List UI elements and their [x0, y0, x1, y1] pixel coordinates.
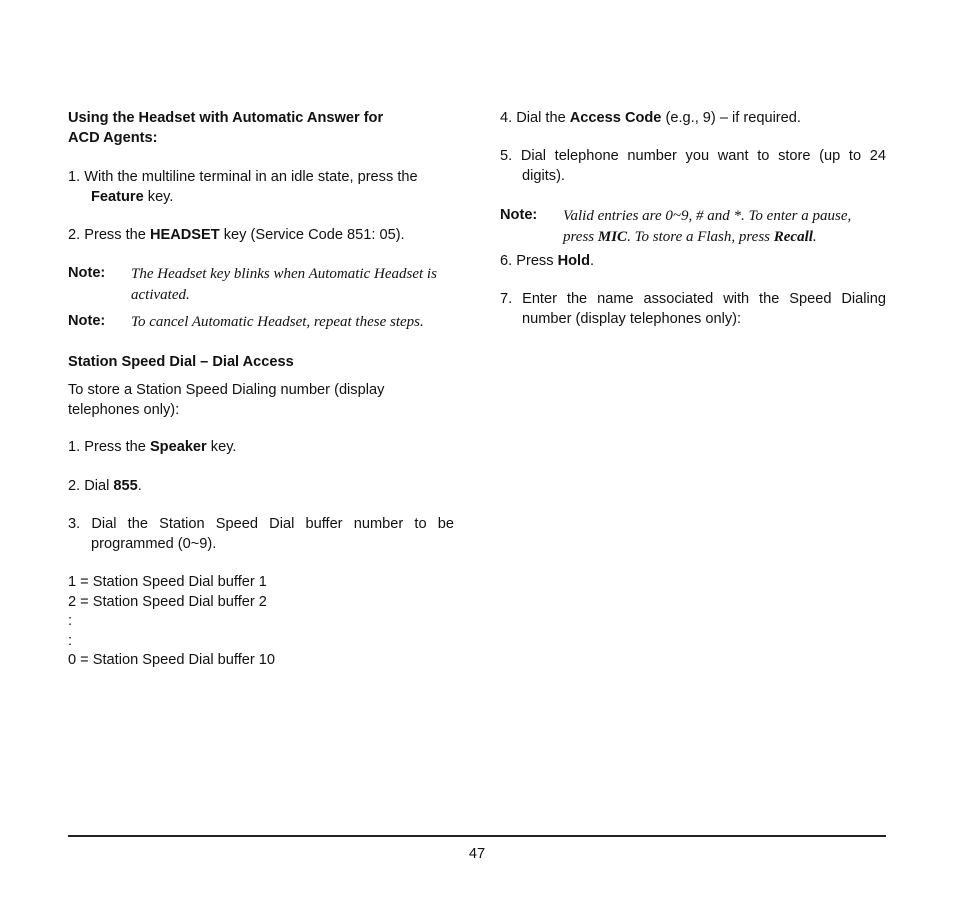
- section-heading-headset: [68, 109, 383, 148]
- speed-step-4: [500, 109, 801, 129]
- note-line-1: Valid entries are 0~9, # and *. To enter a pause,: [563, 208, 852, 224]
- step-2-headset: [68, 226, 405, 246]
- step-text: 6. Press: [500, 253, 558, 269]
- step-text: 4. Dial the: [500, 110, 570, 126]
- speed-step-6: [500, 252, 594, 272]
- note-label: Note:: [68, 265, 106, 281]
- step-line-2: number (display telephones only):: [522, 310, 742, 327]
- page-number: 47: [468, 846, 486, 862]
- note-line-2: [563, 227, 851, 248]
- note-line-1: The Headset key blinks when Automatic Headset is: [131, 266, 437, 282]
- note-fragment: press: [563, 229, 598, 245]
- footer-divider: [68, 835, 886, 837]
- step-suffix: key.: [206, 439, 237, 455]
- note-text: [131, 264, 437, 306]
- speed-step-5: [500, 147, 886, 186]
- note-text: To cancel Automatic Headset, repeat these steps.: [131, 314, 424, 330]
- speaker-key-label: Speaker: [149, 439, 207, 455]
- intro-line-2: telephones only):: [68, 401, 180, 418]
- step-text: 2. Press the: [68, 227, 150, 243]
- step-suffix: .: [590, 253, 595, 269]
- note-text: [563, 206, 851, 248]
- step-suffix: key (Service Code 851: 05).: [219, 227, 405, 243]
- speed-step-1: [68, 438, 236, 458]
- note-fragment: .: [812, 229, 817, 245]
- list-item: 1 = Station Speed Dial buffer 1: [68, 574, 267, 590]
- step-line-2: digits).: [522, 167, 565, 184]
- step-line-2: programmed (0~9).: [91, 535, 217, 552]
- headset-key-label: HEADSET: [149, 227, 220, 243]
- speed-step-7: [500, 290, 886, 329]
- step-text: 2. Dial: [68, 478, 114, 494]
- note-cancel-headset: [68, 312, 458, 334]
- step-suffix: key.: [143, 188, 174, 205]
- note-fragment: . To store a Flash, press: [627, 229, 774, 245]
- recall-key-label: Recall: [773, 229, 813, 245]
- hold-key-label: Hold: [557, 253, 591, 269]
- list-item: 0 = Station Speed Dial buffer 10: [68, 652, 276, 668]
- note-label: Note:: [500, 207, 538, 223]
- list-item: 2 = Station Speed Dial buffer 2: [68, 593, 267, 610]
- step-suffix: (e.g., 9) – if required.: [661, 110, 801, 126]
- step-continuation: [68, 188, 418, 208]
- step-1-feature: [68, 168, 418, 207]
- buffer-list: [68, 573, 275, 671]
- list-item: :: [68, 632, 73, 649]
- note-line-2: activated.: [131, 287, 190, 303]
- heading-line-2: ACD Agents:: [68, 129, 158, 146]
- heading-line-1: Using the Headset with Automatic Answer for: [68, 110, 384, 126]
- intro-line-1: To store a Station Speed Dialing number (display: [68, 382, 385, 398]
- access-code-label: Access Code: [569, 110, 662, 126]
- speed-step-3: [68, 515, 454, 554]
- code-855: 855: [113, 478, 138, 494]
- step-suffix: .: [137, 478, 142, 494]
- step-line-1: 5. Dial telephone number you want to store (up to 24: [500, 148, 886, 164]
- mic-key-label: MIC: [597, 229, 628, 245]
- note-label: Note:: [68, 313, 106, 329]
- step-text: 1. Press the: [68, 439, 150, 455]
- step-line-1: 3. Dial the Station Speed Dial buffer number to be: [68, 516, 454, 532]
- step-text: 1. With the multiline terminal in an idle state, press the: [68, 169, 418, 185]
- speed-dial-intro: [68, 381, 384, 420]
- note-headset-blinks: [68, 264, 458, 308]
- speed-step-2: [68, 477, 142, 497]
- note-valid-entries: [500, 206, 886, 250]
- step-line-1: 7. Enter the name associated with the Speed Dialing: [500, 291, 886, 307]
- feature-key-label: Feature: [91, 188, 144, 205]
- section-heading-speed-dial: Station Speed Dial – Dial Access: [68, 354, 294, 370]
- list-item: :: [68, 613, 73, 629]
